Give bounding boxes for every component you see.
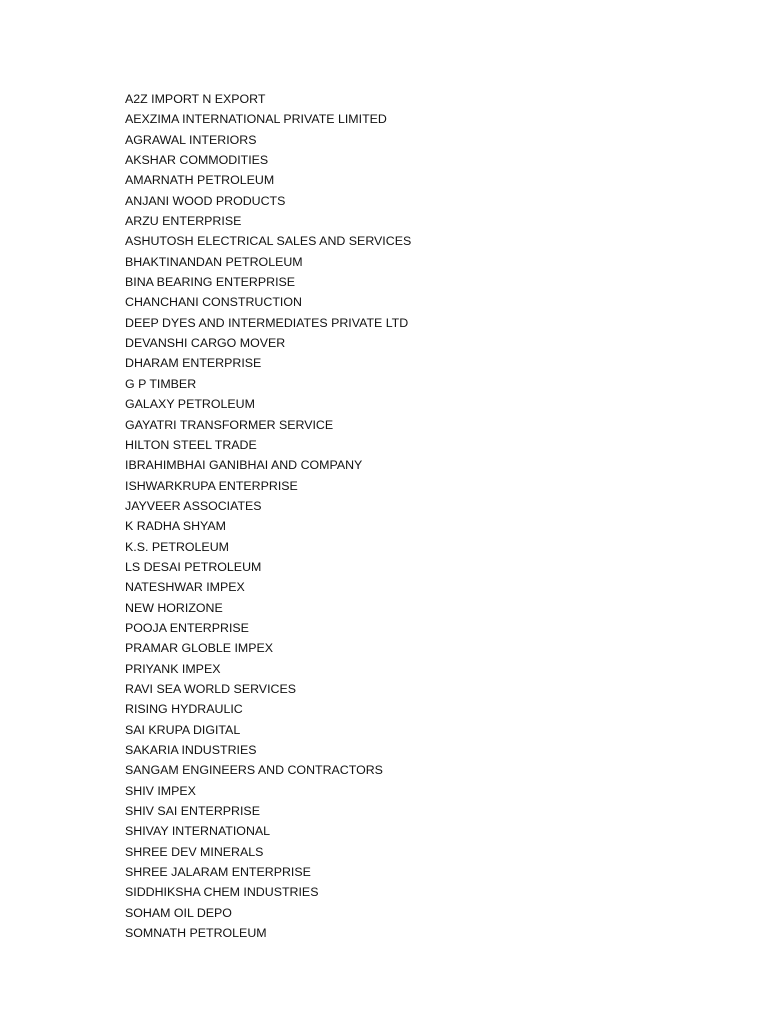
company-list-item: SHIVAY INTERNATIONAL <box>125 824 271 839</box>
company-list-item: RISING HYDRAULIC <box>125 702 243 717</box>
company-list-item: HILTON STEEL TRADE <box>125 437 257 452</box>
company-list-item: SHIV SAI ENTERPRISE <box>125 804 260 819</box>
company-list-item: AKSHAR COMMODITIES <box>125 153 269 168</box>
company-list-item: SHREE JALARAM ENTERPRISE <box>125 865 311 880</box>
company-list-item: RAVI SEA WORLD SERVICES <box>125 681 296 696</box>
company-list-item: SOMNATH PETROLEUM <box>125 926 267 941</box>
company-list-item: NEW HORIZONE <box>125 600 223 615</box>
company-list-item: BINA BEARING ENTERPRISE <box>125 275 296 290</box>
company-list-item: AMARNATH PETROLEUM <box>125 173 275 188</box>
company-list-item: DHARAM ENTERPRISE <box>125 356 262 371</box>
company-list-item: G P TIMBER <box>125 376 197 391</box>
company-list-item: K.S. PETROLEUM <box>125 539 229 554</box>
company-list-item: ISHWARKRUPA ENTERPRISE <box>125 478 298 493</box>
company-list-item: AGRAWAL INTERIORS <box>125 132 257 147</box>
company-list-item: GAYATRI TRANSFORMER SERVICE <box>125 417 334 432</box>
company-list-item: CHANCHANI CONSTRUCTION <box>125 295 302 310</box>
company-list-item: PRAMAR GLOBLE IMPEX <box>125 641 274 656</box>
company-list-item: DEVANSHI CARGO MOVER <box>125 336 286 351</box>
company-list-item: PRIYANK IMPEX <box>125 661 221 676</box>
company-list-item: NATESHWAR IMPEX <box>125 580 245 595</box>
company-list-item: SAI KRUPA DIGITAL <box>125 722 241 737</box>
company-list-item: LS DESAI PETROLEUM <box>125 559 262 574</box>
company-list-item: JAYVEER ASSOCIATES <box>125 498 262 513</box>
company-list-item: AEXZIMA INTERNATIONAL PRIVATE LIMITED <box>125 112 387 127</box>
company-list-item: ASHUTOSH ELECTRICAL SALES AND SERVICES <box>125 234 412 249</box>
company-list-item: SHREE DEV MINERALS <box>125 844 264 859</box>
company-list-item: K RADHA SHYAM <box>125 519 226 534</box>
company-list-item: ANJANI WOOD PRODUCTS <box>125 193 286 208</box>
company-list-item: POOJA ENTERPRISE <box>125 620 249 635</box>
company-list-item: GALAXY PETROLEUM <box>125 397 255 412</box>
company-list-item: SAKARIA INDUSTRIES <box>125 743 257 757</box>
company-list-item: BHAKTINANDAN PETROLEUM <box>125 254 303 269</box>
company-list-item: SIDDHIKSHA CHEM INDUSTRIES <box>125 885 319 900</box>
company-list-item: IBRAHIMBHAI GANIBHAI AND COMPANY <box>125 458 363 473</box>
company-list-item: ARZU ENTERPRISE <box>125 214 242 229</box>
company-list-item: DEEP DYES AND INTERMEDIATES PRIVATE LTD <box>125 315 409 330</box>
company-list-item: A2Z IMPORT N EXPORT <box>125 92 266 106</box>
company-list-item: SANGAM ENGINEERS AND CONTRACTORS <box>125 763 383 778</box>
company-list <box>125 89 411 943</box>
company-list-item: SHIV IMPEX <box>125 783 196 798</box>
company-list-item: SOHAM OIL DEPO <box>125 905 232 920</box>
